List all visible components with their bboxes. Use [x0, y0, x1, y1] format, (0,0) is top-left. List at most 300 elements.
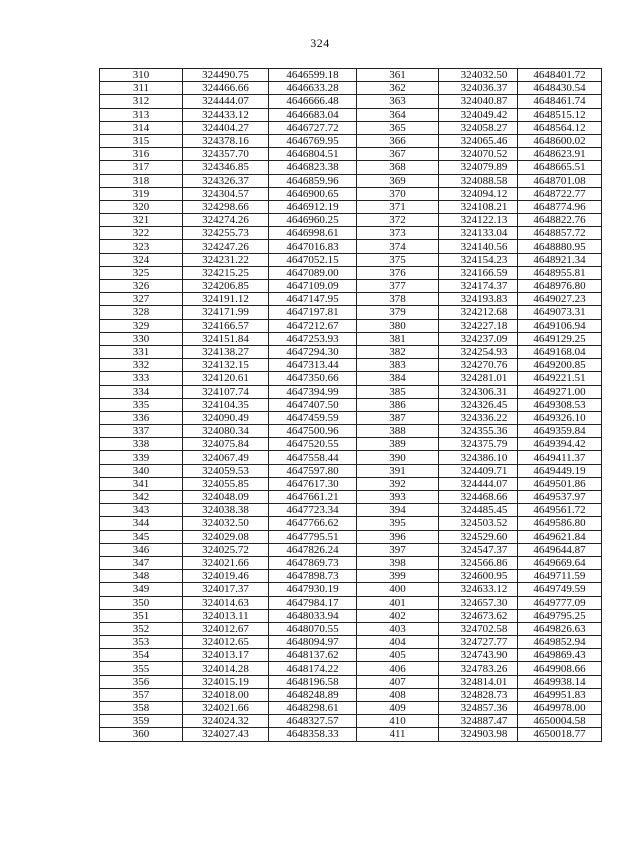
table-row — [100, 134, 357, 147]
point-number-cell: 403 — [357, 622, 439, 635]
x-coordinate-cell: 324503.52 — [439, 517, 518, 530]
y-coordinate-cell: 4648430.54 — [518, 82, 602, 95]
point-number-cell: 314 — [100, 121, 183, 134]
point-number-cell: 374 — [357, 240, 439, 253]
point-number-cell: 332 — [100, 359, 183, 372]
x-coordinate-cell: 324281.01 — [439, 372, 518, 385]
y-coordinate-cell: 4647089.00 — [269, 266, 357, 279]
x-coordinate-cell: 324357.70 — [183, 148, 269, 161]
table-row — [357, 517, 602, 530]
x-coordinate-cell: 324107.74 — [183, 385, 269, 398]
y-coordinate-cell: 4648137.62 — [269, 649, 357, 662]
table-row — [100, 728, 357, 741]
y-coordinate-cell: 4649449.19 — [518, 464, 602, 477]
y-coordinate-cell: 4646769.95 — [269, 134, 357, 147]
table-row — [100, 715, 357, 728]
y-coordinate-cell: 4648623.91 — [518, 148, 602, 161]
x-coordinate-cell: 324191.12 — [183, 293, 269, 306]
y-coordinate-cell: 4646900.65 — [269, 187, 357, 200]
x-coordinate-cell: 324025.72 — [183, 543, 269, 556]
x-coordinate-cell: 324247.26 — [183, 240, 269, 253]
point-number-cell: 323 — [100, 240, 183, 253]
y-coordinate-cell: 4647294.30 — [269, 345, 357, 358]
table-row — [100, 266, 357, 279]
table-row — [100, 438, 357, 451]
x-coordinate-cell: 324254.93 — [439, 345, 518, 358]
x-coordinate-cell: 324012.65 — [183, 636, 269, 649]
coordinate-table-left — [99, 68, 357, 742]
x-coordinate-cell: 324070.52 — [439, 148, 518, 161]
point-number-cell: 320 — [100, 200, 183, 213]
y-coordinate-cell: 4648600.02 — [518, 134, 602, 147]
point-number-cell: 355 — [100, 662, 183, 675]
y-coordinate-cell: 4647459.59 — [269, 411, 357, 424]
x-coordinate-cell: 324065.46 — [439, 134, 518, 147]
point-number-cell: 391 — [357, 464, 439, 477]
point-number-cell: 369 — [357, 174, 439, 187]
table-row — [357, 702, 602, 715]
table-row — [357, 675, 602, 688]
table-row — [357, 583, 602, 596]
x-coordinate-cell: 324140.56 — [439, 240, 518, 253]
table-row — [357, 319, 602, 332]
point-number-cell: 326 — [100, 280, 183, 293]
point-number-cell: 400 — [357, 583, 439, 596]
x-coordinate-cell: 324174.37 — [439, 280, 518, 293]
table-row — [100, 240, 357, 253]
table-row — [357, 227, 602, 240]
table-row — [100, 451, 357, 464]
point-number-cell: 338 — [100, 438, 183, 451]
table-row — [357, 293, 602, 306]
table-row — [100, 161, 357, 174]
point-number-cell: 318 — [100, 174, 183, 187]
table-row — [357, 451, 602, 464]
point-number-cell: 386 — [357, 398, 439, 411]
y-coordinate-cell: 4647016.83 — [269, 240, 357, 253]
y-coordinate-cell: 4646912.19 — [269, 200, 357, 213]
x-coordinate-cell: 324673.62 — [439, 609, 518, 622]
point-number-cell: 393 — [357, 491, 439, 504]
x-coordinate-cell: 324120.61 — [183, 372, 269, 385]
point-number-cell: 409 — [357, 702, 439, 715]
point-number-cell: 375 — [357, 253, 439, 266]
table-row — [357, 69, 602, 82]
x-coordinate-cell: 324657.30 — [439, 596, 518, 609]
point-number-cell: 384 — [357, 372, 439, 385]
y-coordinate-cell: 4649073.31 — [518, 306, 602, 319]
table-row — [100, 425, 357, 438]
table-row — [100, 477, 357, 490]
y-coordinate-cell: 4648921.34 — [518, 253, 602, 266]
x-coordinate-cell: 324274.26 — [183, 214, 269, 227]
table-row — [100, 411, 357, 424]
point-number-cell: 350 — [100, 596, 183, 609]
y-coordinate-cell: 4648665.51 — [518, 161, 602, 174]
table-row — [100, 121, 357, 134]
y-coordinate-cell: 4649978.00 — [518, 702, 602, 715]
table-row — [357, 161, 602, 174]
y-coordinate-cell: 4646859.96 — [269, 174, 357, 187]
y-coordinate-cell: 4649106.94 — [518, 319, 602, 332]
y-coordinate-cell: 4648033.94 — [269, 609, 357, 622]
y-coordinate-cell: 4649501.86 — [518, 477, 602, 490]
point-number-cell: 407 — [357, 675, 439, 688]
y-coordinate-cell: 4647253.93 — [269, 332, 357, 345]
point-number-cell: 343 — [100, 504, 183, 517]
table-row — [100, 332, 357, 345]
point-number-cell: 334 — [100, 385, 183, 398]
table-row — [100, 306, 357, 319]
y-coordinate-cell: 4648880.95 — [518, 240, 602, 253]
point-number-cell: 335 — [100, 398, 183, 411]
y-coordinate-cell: 4649586.80 — [518, 517, 602, 530]
table-row — [100, 649, 357, 662]
y-coordinate-cell: 4647826.24 — [269, 543, 357, 556]
table-row — [100, 214, 357, 227]
y-coordinate-cell: 4647313.44 — [269, 359, 357, 372]
table-row — [357, 530, 602, 543]
table-row — [100, 108, 357, 121]
table-row — [357, 504, 602, 517]
x-coordinate-cell: 324154.23 — [439, 253, 518, 266]
table-row — [357, 385, 602, 398]
y-coordinate-cell: 4647795.51 — [269, 530, 357, 543]
x-coordinate-cell: 324206.85 — [183, 280, 269, 293]
table-row — [357, 345, 602, 358]
point-number-cell: 347 — [100, 556, 183, 569]
x-coordinate-cell: 324108.21 — [439, 200, 518, 213]
point-number-cell: 377 — [357, 280, 439, 293]
x-coordinate-cell: 324375.79 — [439, 438, 518, 451]
table-row — [100, 345, 357, 358]
table-row — [100, 82, 357, 95]
x-coordinate-cell: 324018.00 — [183, 688, 269, 701]
point-number-cell: 385 — [357, 385, 439, 398]
point-number-cell: 336 — [100, 411, 183, 424]
y-coordinate-cell: 4649795.25 — [518, 609, 602, 622]
table-row — [357, 121, 602, 134]
table-row — [357, 372, 602, 385]
y-coordinate-cell: 4647558.44 — [269, 451, 357, 464]
table-row — [100, 253, 357, 266]
y-coordinate-cell: 4648196.58 — [269, 675, 357, 688]
x-coordinate-cell: 324055.85 — [183, 477, 269, 490]
point-number-cell: 388 — [357, 425, 439, 438]
point-number-cell: 399 — [357, 570, 439, 583]
point-number-cell: 321 — [100, 214, 183, 227]
x-coordinate-cell: 324433.12 — [183, 108, 269, 121]
table-row — [100, 675, 357, 688]
table-row — [357, 214, 602, 227]
y-coordinate-cell: 4649644.87 — [518, 543, 602, 556]
y-coordinate-cell: 4648774.96 — [518, 200, 602, 213]
x-coordinate-cell: 324094.12 — [439, 187, 518, 200]
x-coordinate-cell: 324133.04 — [439, 227, 518, 240]
table-row — [357, 240, 602, 253]
x-coordinate-cell: 324743.90 — [439, 649, 518, 662]
coordinate-table-right — [356, 68, 602, 742]
x-coordinate-cell: 324019.46 — [183, 570, 269, 583]
x-coordinate-cell: 324485.45 — [439, 504, 518, 517]
x-coordinate-cell: 324702.58 — [439, 622, 518, 635]
table-row — [100, 530, 357, 543]
point-number-cell: 364 — [357, 108, 439, 121]
table-row — [357, 570, 602, 583]
point-number-cell: 324 — [100, 253, 183, 266]
y-coordinate-cell: 4646804.51 — [269, 148, 357, 161]
x-coordinate-cell: 324633.12 — [439, 583, 518, 596]
y-coordinate-cell: 4647930.19 — [269, 583, 357, 596]
table-row — [357, 543, 602, 556]
x-coordinate-cell: 324021.66 — [183, 702, 269, 715]
point-number-cell: 344 — [100, 517, 183, 530]
table-row — [100, 280, 357, 293]
point-number-cell: 359 — [100, 715, 183, 728]
x-coordinate-cell: 324017.37 — [183, 583, 269, 596]
table-row — [357, 662, 602, 675]
point-number-cell: 333 — [100, 372, 183, 385]
y-coordinate-cell: 4648955.81 — [518, 266, 602, 279]
point-number-cell: 402 — [357, 609, 439, 622]
x-coordinate-cell: 324014.28 — [183, 662, 269, 675]
x-coordinate-cell: 324166.59 — [439, 266, 518, 279]
table-row — [357, 649, 602, 662]
y-coordinate-cell: 4647898.73 — [269, 570, 357, 583]
point-number-cell: 353 — [100, 636, 183, 649]
x-coordinate-cell: 324058.27 — [439, 121, 518, 134]
y-coordinate-cell: 4649669.64 — [518, 556, 602, 569]
point-number-cell: 331 — [100, 345, 183, 358]
point-number-cell: 311 — [100, 82, 183, 95]
table-row — [100, 95, 357, 108]
x-coordinate-cell: 324166.57 — [183, 319, 269, 332]
y-coordinate-cell: 4647052.15 — [269, 253, 357, 266]
table-row — [357, 359, 602, 372]
y-coordinate-cell: 4648070.55 — [269, 622, 357, 635]
table-row — [357, 622, 602, 635]
point-number-cell: 380 — [357, 319, 439, 332]
point-number-cell: 390 — [357, 451, 439, 464]
y-coordinate-cell: 4647407.50 — [269, 398, 357, 411]
point-number-cell: 358 — [100, 702, 183, 715]
y-coordinate-cell: 4648401.72 — [518, 69, 602, 82]
x-coordinate-cell: 324038.38 — [183, 504, 269, 517]
x-coordinate-cell: 324029.08 — [183, 530, 269, 543]
point-number-cell: 395 — [357, 517, 439, 530]
y-coordinate-cell: 4648857.72 — [518, 227, 602, 240]
table-row — [357, 425, 602, 438]
point-number-cell: 408 — [357, 688, 439, 701]
x-coordinate-cell: 324386.10 — [439, 451, 518, 464]
point-number-cell: 411 — [357, 728, 439, 741]
y-coordinate-cell: 4649869.43 — [518, 649, 602, 662]
table-row — [100, 609, 357, 622]
point-number-cell: 312 — [100, 95, 183, 108]
point-number-cell: 397 — [357, 543, 439, 556]
y-coordinate-cell: 4647723.34 — [269, 504, 357, 517]
x-coordinate-cell: 324444.07 — [183, 95, 269, 108]
x-coordinate-cell: 324466.66 — [183, 82, 269, 95]
x-coordinate-cell: 324080.34 — [183, 425, 269, 438]
x-coordinate-cell: 324355.36 — [439, 425, 518, 438]
x-coordinate-cell: 324490.75 — [183, 69, 269, 82]
x-coordinate-cell: 324013.17 — [183, 649, 269, 662]
table-row — [100, 227, 357, 240]
x-coordinate-cell: 324857.36 — [439, 702, 518, 715]
point-number-cell: 346 — [100, 543, 183, 556]
y-coordinate-cell: 4649852.94 — [518, 636, 602, 649]
y-coordinate-cell: 4649326.10 — [518, 411, 602, 424]
table-row — [357, 332, 602, 345]
point-number-cell: 339 — [100, 451, 183, 464]
x-coordinate-cell: 324151.84 — [183, 332, 269, 345]
table-row — [357, 82, 602, 95]
y-coordinate-cell: 4649561.72 — [518, 504, 602, 517]
point-number-cell: 361 — [357, 69, 439, 82]
x-coordinate-cell: 324122.13 — [439, 214, 518, 227]
y-coordinate-cell: 4647661.21 — [269, 491, 357, 504]
point-number-cell: 366 — [357, 134, 439, 147]
table-row — [100, 596, 357, 609]
x-coordinate-cell: 324529.60 — [439, 530, 518, 543]
x-coordinate-cell: 324828.73 — [439, 688, 518, 701]
x-coordinate-cell: 324048.09 — [183, 491, 269, 504]
y-coordinate-cell: 4647984.17 — [269, 596, 357, 609]
table-row — [100, 517, 357, 530]
y-coordinate-cell: 4647617.30 — [269, 477, 357, 490]
table-row — [100, 148, 357, 161]
table-row — [357, 306, 602, 319]
x-coordinate-cell: 324304.57 — [183, 187, 269, 200]
y-coordinate-cell: 4648327.57 — [269, 715, 357, 728]
point-number-cell: 387 — [357, 411, 439, 424]
point-number-cell: 394 — [357, 504, 439, 517]
table-row — [100, 69, 357, 82]
x-coordinate-cell: 324887.47 — [439, 715, 518, 728]
point-number-cell: 315 — [100, 134, 183, 147]
y-coordinate-cell: 4649537.97 — [518, 491, 602, 504]
point-number-cell: 379 — [357, 306, 439, 319]
table-row — [100, 372, 357, 385]
y-coordinate-cell: 4648298.61 — [269, 702, 357, 715]
table-row — [357, 148, 602, 161]
x-coordinate-cell: 324014.63 — [183, 596, 269, 609]
point-number-cell: 370 — [357, 187, 439, 200]
point-number-cell: 330 — [100, 332, 183, 345]
point-number-cell: 367 — [357, 148, 439, 161]
y-coordinate-cell: 4648248.89 — [269, 688, 357, 701]
point-number-cell: 322 — [100, 227, 183, 240]
table-row — [100, 570, 357, 583]
table-row — [100, 702, 357, 715]
point-number-cell: 342 — [100, 491, 183, 504]
y-coordinate-cell: 4647500.96 — [269, 425, 357, 438]
x-coordinate-cell: 324566.86 — [439, 556, 518, 569]
table-row — [100, 543, 357, 556]
point-number-cell: 406 — [357, 662, 439, 675]
y-coordinate-cell: 4649221.51 — [518, 372, 602, 385]
point-number-cell: 392 — [357, 477, 439, 490]
y-coordinate-cell: 4647869.73 — [269, 556, 357, 569]
y-coordinate-cell: 4647394.99 — [269, 385, 357, 398]
point-number-cell: 349 — [100, 583, 183, 596]
y-coordinate-cell: 4647109.09 — [269, 280, 357, 293]
x-coordinate-cell: 324903.98 — [439, 728, 518, 741]
point-number-cell: 328 — [100, 306, 183, 319]
y-coordinate-cell: 4647766.62 — [269, 517, 357, 530]
point-number-cell: 376 — [357, 266, 439, 279]
y-coordinate-cell: 4649621.84 — [518, 530, 602, 543]
table-row — [100, 293, 357, 306]
table-row — [357, 253, 602, 266]
x-coordinate-cell: 324090.49 — [183, 411, 269, 424]
y-coordinate-cell: 4648701.08 — [518, 174, 602, 187]
table-row — [357, 174, 602, 187]
table-row — [357, 411, 602, 424]
x-coordinate-cell: 324298.66 — [183, 200, 269, 213]
point-number-cell: 357 — [100, 688, 183, 701]
table-row — [357, 398, 602, 411]
y-coordinate-cell: 4649359.84 — [518, 425, 602, 438]
point-number-cell: 352 — [100, 622, 183, 635]
y-coordinate-cell: 4649711.59 — [518, 570, 602, 583]
x-coordinate-cell: 324138.27 — [183, 345, 269, 358]
table-row — [357, 636, 602, 649]
point-number-cell: 382 — [357, 345, 439, 358]
x-coordinate-cell: 324075.84 — [183, 438, 269, 451]
x-coordinate-cell: 324727.77 — [439, 636, 518, 649]
table-row — [357, 728, 602, 741]
table-row — [100, 464, 357, 477]
point-number-cell: 401 — [357, 596, 439, 609]
y-coordinate-cell: 4646727.72 — [269, 121, 357, 134]
y-coordinate-cell: 4648358.33 — [269, 728, 357, 741]
x-coordinate-cell: 324036.37 — [439, 82, 518, 95]
table-row — [100, 622, 357, 635]
x-coordinate-cell: 324404.27 — [183, 121, 269, 134]
y-coordinate-cell: 4646599.18 — [269, 69, 357, 82]
table-row — [357, 715, 602, 728]
page-number: 324 — [310, 36, 330, 50]
table-row — [357, 609, 602, 622]
point-number-cell: 341 — [100, 477, 183, 490]
point-number-cell: 354 — [100, 649, 183, 662]
point-number-cell: 337 — [100, 425, 183, 438]
table-row — [100, 662, 357, 675]
x-coordinate-cell: 324032.50 — [439, 69, 518, 82]
point-number-cell: 405 — [357, 649, 439, 662]
y-coordinate-cell: 4647147.95 — [269, 293, 357, 306]
x-coordinate-cell: 324255.73 — [183, 227, 269, 240]
y-coordinate-cell: 4648822.76 — [518, 214, 602, 227]
y-coordinate-cell: 4649129.25 — [518, 332, 602, 345]
y-coordinate-cell: 4649394.42 — [518, 438, 602, 451]
x-coordinate-cell: 324270.76 — [439, 359, 518, 372]
table-row — [357, 187, 602, 200]
point-number-cell: 316 — [100, 148, 183, 161]
y-coordinate-cell: 4646998.61 — [269, 227, 357, 240]
table-row — [357, 438, 602, 451]
point-number-cell: 356 — [100, 675, 183, 688]
table-row — [357, 596, 602, 609]
y-coordinate-cell: 4649826.63 — [518, 622, 602, 635]
point-number-cell: 319 — [100, 187, 183, 200]
table-row — [100, 359, 357, 372]
table-row — [357, 108, 602, 121]
y-coordinate-cell: 4649908.66 — [518, 662, 602, 675]
point-number-cell: 410 — [357, 715, 439, 728]
